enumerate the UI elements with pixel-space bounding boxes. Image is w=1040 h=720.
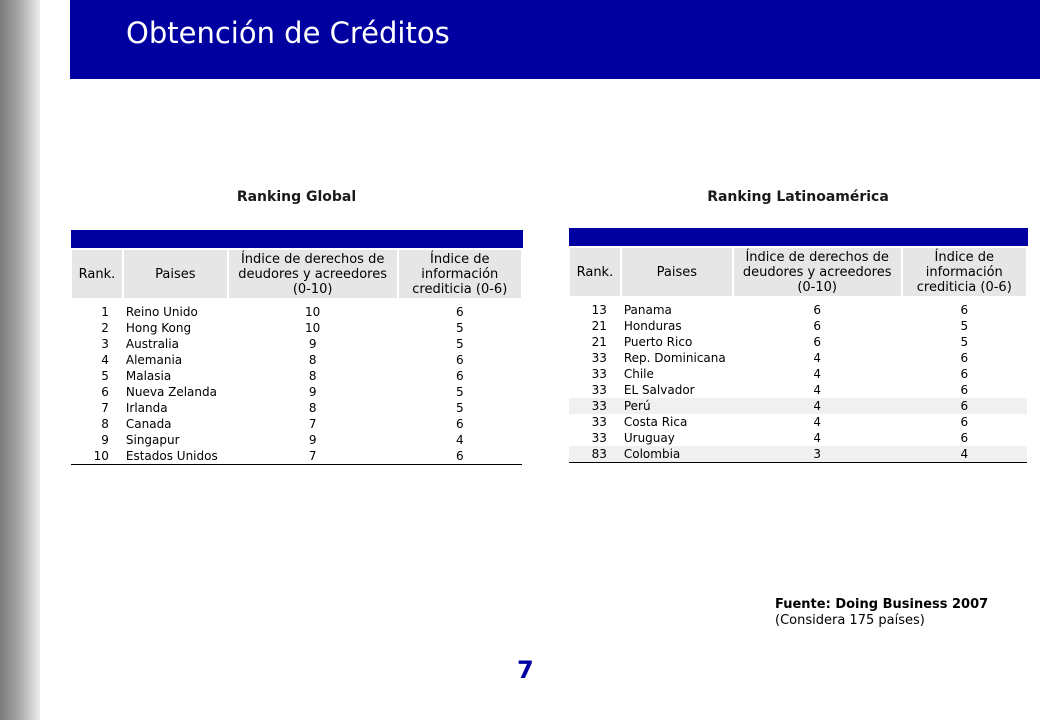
- info-cell: 5: [960, 335, 969, 349]
- title-bar: [70, 0, 1040, 79]
- country-cell: Rep. Dominicana: [623, 351, 726, 365]
- table-row: [71, 416, 522, 432]
- country-cell: Irlanda: [125, 401, 168, 415]
- rank-cell: 4: [101, 353, 109, 367]
- country-cell: Canada: [125, 417, 172, 431]
- country-cell: Panama: [623, 303, 672, 317]
- column-header-rank: Rank.: [569, 247, 621, 297]
- country-cell: Estados Unidos: [123, 448, 228, 465]
- table-band: [569, 229, 1027, 248]
- country-cell: Colombia: [621, 446, 733, 463]
- global-ranking-heading: Ranking Global: [236, 189, 357, 205]
- rights-cell: 8: [308, 401, 317, 415]
- column-header-country: Paises: [621, 247, 733, 297]
- rights-cell: 8: [308, 369, 317, 383]
- column-header-country: Paises: [123, 249, 228, 299]
- rights-cell: 9: [308, 433, 317, 447]
- info-cell: 5: [960, 319, 969, 333]
- country-cell: Hong Kong: [125, 321, 192, 335]
- rights-cell: 10: [305, 305, 321, 319]
- country-cell: Reino Unido: [125, 305, 198, 319]
- table-header-row: [569, 247, 1027, 297]
- column-header-credit-info-index: Índice de información crediticia (0-6): [902, 247, 1027, 297]
- table-row: [71, 384, 522, 400]
- country-cell: EL Salvador: [623, 383, 695, 397]
- country-cell: Malasia: [125, 369, 172, 383]
- table-row: [569, 366, 1027, 382]
- rank-cell: 7: [101, 401, 109, 415]
- rank-cell: 21: [591, 319, 607, 333]
- rank-cell: 3: [101, 337, 109, 351]
- rights-cell: 4: [813, 415, 821, 429]
- source-note: [775, 597, 988, 629]
- table-row: [71, 368, 522, 384]
- rank-cell: 33: [591, 431, 607, 445]
- rank-cell: 83: [569, 446, 621, 463]
- rank-cell: 33: [569, 398, 621, 414]
- column-header-rights-index: Índice de derechos de deudores y acreedores (0-10): [228, 249, 398, 299]
- info-cell: 6: [960, 303, 969, 317]
- country-cell: Chile: [623, 367, 654, 381]
- info-cell: 4: [902, 446, 1027, 463]
- rights-cell: 6: [813, 335, 821, 349]
- rank-cell: 33: [591, 415, 607, 429]
- rank-cell: 13: [591, 303, 607, 317]
- rank-cell: 2: [101, 321, 109, 335]
- country-cell: Costa Rica: [623, 415, 688, 429]
- slide-title: Obtención de Créditos: [126, 16, 450, 50]
- table-row: [71, 400, 522, 416]
- country-cell: Alemania: [125, 353, 183, 367]
- rank-cell: 33: [591, 351, 607, 365]
- info-cell: 5: [455, 385, 464, 399]
- table-row: [569, 446, 1027, 463]
- table-row: [569, 398, 1027, 414]
- table-row: [569, 302, 1027, 318]
- table-row: [569, 350, 1027, 366]
- table-row: [71, 320, 522, 336]
- column-header-rank: Rank.: [71, 249, 123, 299]
- rank-cell: 8: [101, 417, 109, 431]
- rights-cell: 9: [308, 385, 317, 399]
- table-row: [569, 414, 1027, 430]
- info-cell: 6: [960, 431, 969, 445]
- info-cell: 4: [455, 433, 464, 447]
- country-cell: Uruguay: [623, 431, 675, 445]
- rank-cell: 9: [101, 433, 109, 447]
- info-cell: 6: [455, 369, 464, 383]
- rights-cell: 7: [308, 417, 317, 431]
- table-row: [71, 352, 522, 368]
- rights-cell: 4: [813, 351, 821, 365]
- country-cell: Australia: [125, 337, 179, 351]
- left-edge-shadow: [0, 0, 40, 720]
- column-header-rights-index: Índice de derechos de deudores y acreedores (0-10): [733, 247, 902, 297]
- rights-cell: 6: [813, 319, 821, 333]
- rank-cell: 6: [101, 385, 109, 399]
- table-row: [71, 432, 522, 448]
- rights-cell: 4: [813, 383, 821, 397]
- column-header-credit-info-index: Índice de información crediticia (0-6): [398, 249, 522, 299]
- table-row: [71, 304, 522, 320]
- source-title: Fuente: Doing Business 2007: [775, 597, 989, 612]
- rights-cell: 6: [813, 303, 821, 317]
- country-cell: Puerto Rico: [623, 335, 693, 349]
- rights-cell: 3: [733, 446, 902, 463]
- info-cell: 6: [902, 398, 1027, 414]
- rights-cell: 10: [305, 321, 321, 335]
- info-cell: 6: [960, 383, 969, 397]
- rank-cell: 33: [591, 383, 607, 397]
- table-band: [71, 231, 522, 250]
- country-cell: Nueva Zelanda: [125, 385, 217, 399]
- info-cell: 5: [455, 321, 464, 335]
- rights-cell: 4: [813, 367, 821, 381]
- latam-ranking-table: [568, 228, 1028, 463]
- info-cell: 6: [455, 417, 464, 431]
- rank-cell: 21: [591, 335, 607, 349]
- table-row: [569, 382, 1027, 398]
- table-row: [569, 334, 1027, 350]
- country-cell: Perú: [621, 398, 733, 414]
- rights-cell: 4: [733, 398, 902, 414]
- info-cell: 6: [455, 353, 464, 367]
- info-cell: 6: [960, 351, 969, 365]
- table-header-row: [71, 249, 522, 299]
- info-cell: 6: [455, 305, 464, 319]
- rights-cell: 9: [308, 337, 317, 351]
- info-cell: 5: [455, 401, 464, 415]
- rank-cell: 10: [71, 448, 123, 465]
- rights-cell: 4: [813, 431, 821, 445]
- rights-cell: 8: [308, 353, 317, 367]
- info-cell: 6: [398, 448, 522, 465]
- table-row: [71, 336, 522, 352]
- global-ranking-table: [70, 230, 523, 465]
- page-number: 7: [517, 656, 534, 684]
- rights-cell: 7: [228, 448, 398, 465]
- rank-cell: 1: [101, 305, 109, 319]
- info-cell: 6: [960, 415, 969, 429]
- table-row: [569, 318, 1027, 334]
- rank-cell: 33: [591, 367, 607, 381]
- country-cell: Honduras: [623, 319, 682, 333]
- country-cell: Singapur: [125, 433, 180, 447]
- info-cell: 6: [960, 367, 969, 381]
- info-cell: 5: [455, 337, 464, 351]
- table-row: [71, 448, 522, 465]
- rank-cell: 5: [101, 369, 109, 383]
- table-row: [569, 430, 1027, 446]
- source-detail: (Considera 175 países): [775, 613, 925, 628]
- latam-ranking-heading: Ranking Latinoamérica: [707, 189, 889, 205]
